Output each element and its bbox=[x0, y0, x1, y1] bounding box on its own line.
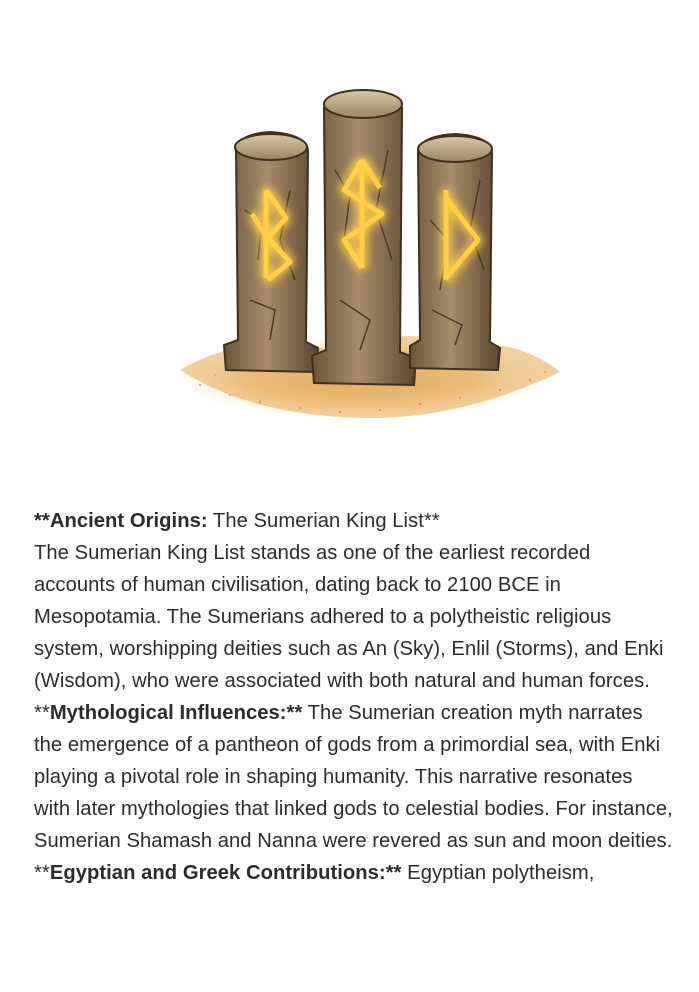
paragraph-text: Egyptian polytheism, bbox=[401, 862, 595, 884]
paragraph-egyptian-greek bbox=[34, 857, 674, 889]
paragraph-text: The Sumerian creation myth narrates the emergence of a pantheon of gods from a primordial sea, with Enki playing a pivotal role in shaping humanity. This narrative resonates with later mythologies that linked gods to celestial bodies. For instance, Sumerian Shamash and Nanna were revered as sun and moon deities. bbox=[34, 702, 673, 852]
right-rune-stone bbox=[410, 134, 500, 370]
middle-rune-stone bbox=[312, 90, 416, 385]
article-body bbox=[34, 505, 674, 889]
section-heading: Ancient Origins: bbox=[49, 510, 208, 532]
paragraph-mythological-influences bbox=[34, 697, 674, 857]
section-heading: Egyptian and Greek Contributions:** bbox=[49, 862, 402, 884]
markdown-prefix: ** bbox=[34, 702, 50, 724]
hero-illustration bbox=[0, 0, 699, 480]
markdown-prefix: ** bbox=[34, 862, 50, 884]
section-title-rest: The Sumerian King List** bbox=[207, 510, 440, 532]
section-heading: Mythological Influences:** bbox=[49, 702, 303, 724]
paragraph-ancient-origins bbox=[34, 505, 674, 697]
markdown-prefix: ** bbox=[34, 510, 50, 532]
left-rune-stone bbox=[224, 132, 318, 372]
rune-stones-icon bbox=[0, 0, 699, 480]
paragraph-text: The Sumerian King List stands as one of the earliest recorded accounts of human civilisation, dating back to 2100 BCE in Mesopotamia. The Sumerians adhered to a polytheistic religious system, worshipping deities such as An (Sky), Enlil (Storms), and Enki (Wisdom), who were associated with both natural and human forces. bbox=[34, 542, 664, 692]
